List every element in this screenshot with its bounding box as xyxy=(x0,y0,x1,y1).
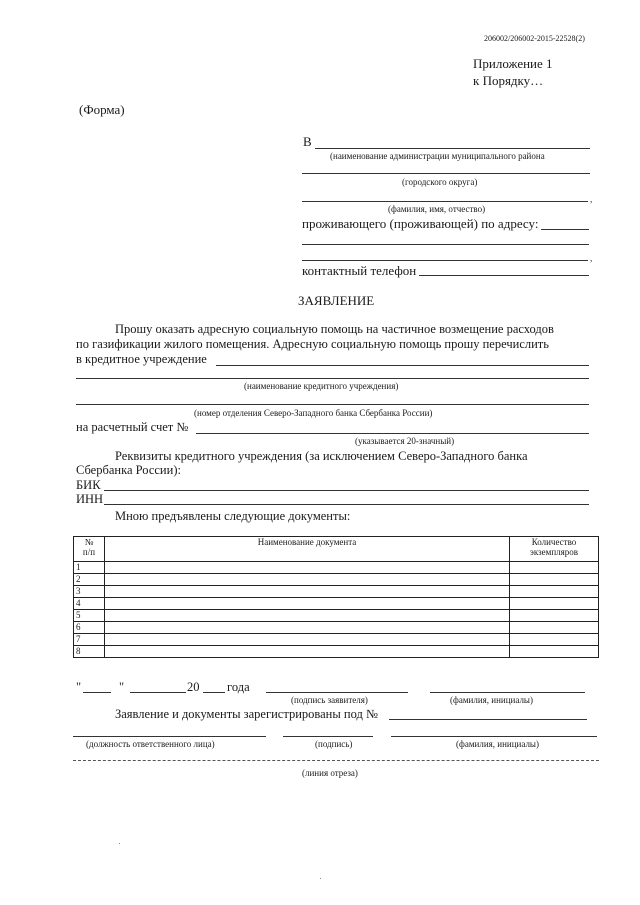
table-row[interactable]: 3 xyxy=(74,586,599,598)
fio-caption: (фамилия, имя, отчество) xyxy=(388,204,486,214)
to-prefix: В xyxy=(303,134,312,149)
registered-label: Заявление и документы зарегистрированы под № xyxy=(115,707,378,721)
fio-line[interactable] xyxy=(302,201,588,202)
admin-caption: (наименование администрации муниципального района xyxy=(330,151,545,161)
scan-speck xyxy=(119,843,120,844)
registration-number-line[interactable] xyxy=(389,719,587,720)
account-label: на расчетный счет № xyxy=(76,420,189,434)
docs-intro: Мною предъявлены следующие документы: xyxy=(115,509,351,523)
table-header-row xyxy=(74,537,599,562)
col-qty-header: Количество экземпляров xyxy=(510,537,599,562)
col-num-header: № п/п xyxy=(74,537,105,562)
bik-label: БИК xyxy=(76,478,101,492)
para1-line1: Прошу оказать адресную социальную помощь на частичное возмещение расходов xyxy=(115,322,554,336)
official-sign-line[interactable] xyxy=(283,736,373,737)
applicant-sign-line[interactable] xyxy=(266,692,408,693)
table-row[interactable]: 5 xyxy=(74,610,599,622)
official-initials-line[interactable] xyxy=(391,736,597,737)
inn-label: ИНН xyxy=(76,492,104,506)
account-caption: (указывается 20-значный) xyxy=(355,436,455,446)
bik-line[interactable] xyxy=(104,490,589,491)
date-day-line[interactable] xyxy=(83,692,111,693)
date-month-line[interactable] xyxy=(130,692,186,693)
para1-line3: в кредитное учреждение xyxy=(76,352,207,366)
official-sign-caption: (подпись) xyxy=(315,739,353,749)
inn-line[interactable] xyxy=(104,504,589,505)
applicant-sign-caption: (подпись заявителя) xyxy=(291,695,368,705)
address-line-2[interactable] xyxy=(302,260,588,261)
table-row[interactable]: 1 xyxy=(74,562,599,574)
date-year-line[interactable] xyxy=(203,692,225,693)
applicant-initials-line[interactable] xyxy=(430,692,585,693)
cut-line xyxy=(73,760,599,761)
documents-table xyxy=(73,536,599,658)
bank-name-line[interactable] xyxy=(76,378,589,379)
bank-name-caption: (наименование кредитного учреждения) xyxy=(244,381,399,391)
official-position-caption: (должность ответственного лица) xyxy=(86,739,215,749)
requisites-line2: Сбербанка России): xyxy=(76,463,181,477)
date-year-suffix: года xyxy=(227,680,250,694)
district-line[interactable] xyxy=(302,173,590,174)
address-line-0[interactable] xyxy=(541,229,589,230)
bank-line-0[interactable] xyxy=(216,365,589,366)
table-row[interactable]: 6 xyxy=(74,622,599,634)
admin-name-line[interactable] xyxy=(315,148,590,149)
requisites-line1: Реквизиты кредитного учреждения (за исключением Северо-Западного банка xyxy=(115,449,528,463)
table-row[interactable]: 8 xyxy=(74,646,599,658)
appendix-line2: к Порядку… xyxy=(473,73,544,88)
form-label: (Форма) xyxy=(79,102,125,117)
cut-line-caption: (линия отреза) xyxy=(302,768,358,778)
phone-line[interactable] xyxy=(419,275,589,276)
branch-line[interactable] xyxy=(76,404,589,405)
col-name-header: Наименование документа xyxy=(105,537,510,562)
address-line-1[interactable] xyxy=(302,244,589,245)
applicant-initials-caption: (фамилия, инициалы) xyxy=(450,695,533,705)
official-position-line[interactable] xyxy=(73,736,266,737)
branch-caption: (номер отделения Северо-Западного банка Сбербанка России) xyxy=(194,408,433,418)
residing-label: проживающего (проживающей) по адресу: xyxy=(302,216,539,231)
official-initials-caption: (фамилия, инициалы) xyxy=(456,739,539,749)
table-row[interactable]: 7 xyxy=(74,634,599,646)
date-year-prefix: 20 xyxy=(187,680,200,694)
table-row[interactable]: 2 xyxy=(74,574,599,586)
date-quote-close: " xyxy=(119,680,125,694)
document-title: ЗАЯВЛЕНИЕ xyxy=(298,293,375,308)
scan-speck xyxy=(320,878,321,879)
table-row[interactable]: 4 xyxy=(74,598,599,610)
district-caption: (городского округа) xyxy=(402,177,478,187)
appendix-line1: Приложение 1 xyxy=(473,56,553,71)
phone-label: контактный телефон xyxy=(302,263,417,278)
account-line[interactable] xyxy=(196,433,589,434)
para1-line2: по газификации жилого помещения. Адресную социальную помощь прошу перечислить xyxy=(76,337,549,351)
document-code: 206002/206002-2015-22528(2) xyxy=(484,34,585,43)
date-quote-open: " xyxy=(76,680,82,694)
